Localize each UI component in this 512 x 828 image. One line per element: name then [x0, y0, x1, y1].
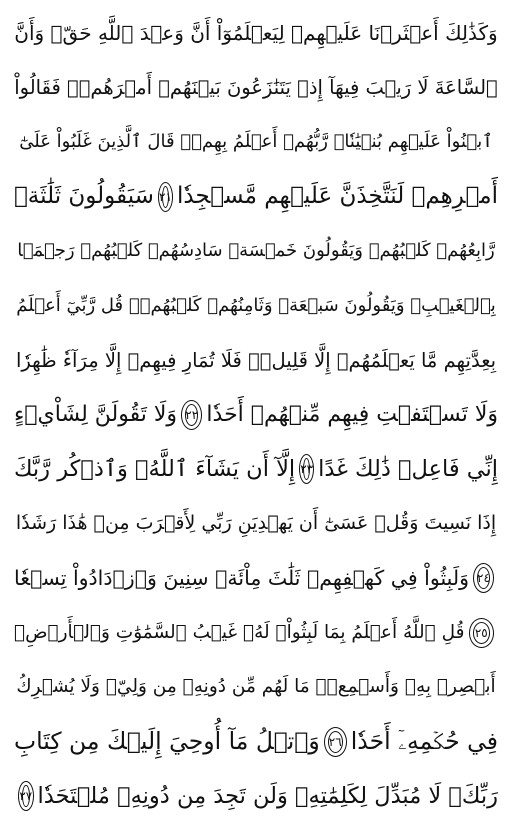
- verse-text: وَلَا تَسۡتَفۡتِ فِيهِم مِّنۡهُمۡ أَحَدٗا: [206, 401, 498, 427]
- verse-text: رَّابِعُهُمۡ كَلۡبُهُمۡ وَيَقُولُونَ خَمۡسَةٞ سَادِسُهُمۡ كَلۡبُهُمۡ رَجۡمَۢا: [17, 240, 495, 262]
- ayah-number-marker: ٢٢: [181, 400, 202, 430]
- verse-line: [14, 442, 498, 497]
- verse-text: ٱلسَّاعَةَ لَا رَيۡبَ فِيهَآ إِذۡ يَتَنَٰزَعُونَ بَيۡنَهُمۡ أَمۡرَهُمۡۖ فَقَالُواْ: [14, 76, 498, 99]
- verse-text: بِٱلۡغَيۡبِۖ وَيَقُولُونَ سَبۡعَةٞ وَثَامِنُهُمۡ كَلۡبُهُمۡۚ قُل رَّبِّيٓ أَعۡلَمُ: [16, 294, 496, 316]
- verse-line: [14, 6, 498, 61]
- verse-text: وَٱتۡلُ مَآ أُوحِيَ إِلَيۡكَ مِن كِتَابِ: [14, 727, 320, 755]
- verse-text: فِي حُكۡمِهِۦٓ أَحَدٗا: [350, 727, 498, 755]
- verse-text: إِذَا نَسِيتَ وَقُلۡ عَسَىٰٓ أَن يَهۡدِيَنِ رَبِّي لِأَقۡرَبَ مِنۡ هَٰذَا رَشَدٗا: [15, 512, 497, 535]
- verse-text: أَمۡرِهِمۡ لَنَتَّخِذَنَّ عَلَيۡهِم مَّسۡجِدٗا: [176, 183, 498, 210]
- verse-text: إِلَّآ أَن يَشَآءَ ٱللَّهُۚ وَٱذۡكُر رَّبَّكَ: [14, 456, 296, 482]
- verse-line: [14, 170, 498, 225]
- verse-text: وَلَا تَقُولَنَّ لِشَاْيۡءٍ: [14, 401, 178, 427]
- verse-text: ٱبۡنُواْ عَلَيۡهِم بُنۡيَٰنٗاۖ رَّبُّهُمۡ أَعۡلَمُ بِهِمۡۚ قَالَ ٱلَّذِينَ غَلَبُواْ عَلَىٰٓ: [19, 131, 493, 153]
- verse-text: وَكَذَٰلِكَ أَعۡثَرۡنَا عَلَيۡهِمۡ لِيَعۡلَمُوٓاْ أَنَّ وَعۡدَ ٱللَّهِ حَقّٞ وَأَنَّ: [14, 21, 498, 46]
- ayah-number-marker: ٢٣: [299, 454, 314, 484]
- verse-line: [14, 660, 498, 715]
- ayah-number-marker: ٢٦: [324, 727, 347, 757]
- verse-text: وَلَبِثُواْ فِي كَهۡفِهِمۡ ثَلَٰثَ مِاْئَةٖ سِنِينَ وَٱزۡدَادُواْ تِسۡعٗا: [14, 566, 469, 590]
- verse-line: [14, 769, 498, 824]
- verse-text: بِعِدَّتِهِم مَّا يَعۡلَمُهُمۡ إِلَّا قَلِيلٞۗ فَلَا تُمَارِ فِيهِمۡ إِلَّا مِرَآءٗ ظَٰهِرٗا: [15, 348, 497, 372]
- verse-line: [14, 115, 498, 170]
- verse-line: [14, 551, 498, 606]
- verse-text: قُلِ ٱللَّهُ أَعۡلَمُ بِمَا لَبِثُواْۖ لَهُۥ غَيۡبُ ٱلسَّمَٰوَٰتِ وَٱلۡأَرۡضِۖ: [14, 621, 465, 643]
- verse-text: إِنِّي فَاعِلٞ ذَٰلِكَ غَدًا: [318, 456, 498, 482]
- verse-line: [14, 224, 498, 279]
- verse-line: [14, 497, 498, 552]
- verse-text: سَيَقُولُونَ ثَلَٰثَةٞ: [14, 183, 154, 210]
- verse-line: [14, 715, 498, 770]
- verse-text: رَبِّكَۖ لَا مُبَدِّلَ لِكَلِمَٰتِهِۦ وَلَن تَجِدَ مِن دُونِهِۦ مُلۡتَحَدٗا: [37, 783, 498, 809]
- verse-line: [14, 606, 498, 661]
- ayah-number-marker: ٢٧: [18, 781, 34, 811]
- ayah-number-marker: ٢٤: [473, 563, 494, 593]
- verse-text: أَبۡصِرۡ بِهِۦ وَأَسۡمِعۡۚ مَا لَهُم مِّن دُونِهِۦ مِن وَلِيّٖ وَلَا يُشۡرِكُ: [16, 676, 496, 697]
- verse-line: [14, 388, 498, 443]
- verse-line: [14, 279, 498, 334]
- ayah-number-marker: ٢١: [158, 182, 173, 212]
- ayah-number-marker: ٢٥: [469, 618, 495, 648]
- verse-line: [14, 333, 498, 388]
- verse-line: [14, 61, 498, 116]
